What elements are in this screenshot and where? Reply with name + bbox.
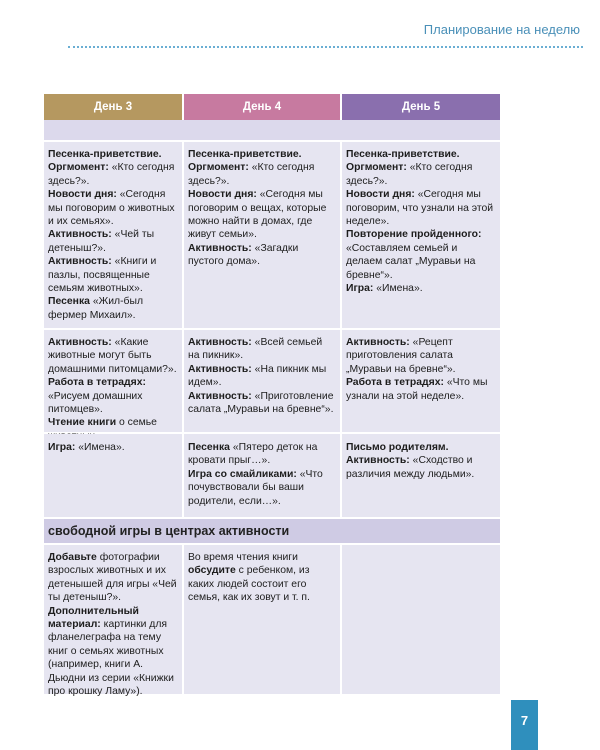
cell-text: «Рецепт приготовления салата „Муравьи на бревне“». [346,337,456,375]
day-5-header: День 5 [342,94,500,120]
cell-bold-label: Новости дня: [188,189,257,201]
cell-text: «Кто сегодня здесь?». [48,162,175,187]
column-divider [340,142,342,517]
cell-paragraph [188,148,336,161]
cell-paragraph [48,376,178,416]
cell-bold-label: Активность: [346,337,410,348]
day-4-morning-cell [184,148,340,269]
cell-bold-label: Песенка-приветствие. [346,149,460,160]
cell-text: «Чей ты детеныш?». [48,229,155,254]
evening-band [44,434,500,517]
cell-text: Во время чтения книги [188,552,298,563]
cell-bold-label: Повторение пройденного: [346,229,482,241]
cell-bold-label: Новости дня: [48,189,117,201]
cell-paragraph [48,605,178,699]
cell-bold-label: Игра со смайликами: [188,468,297,480]
cell-bold-label: Активность: [188,390,252,402]
cell-paragraph [188,390,336,417]
cell-text: «Приготовление салата „Муравьи на бревне“». [188,390,334,416]
weekly-plan-table [44,94,500,698]
cell-bold-label: Оргмомент: [346,162,407,174]
day-4-header: День 4 [184,94,340,120]
cell-bold-label: Новости дня: [346,189,415,201]
cell-text: фотографии взрослых животных и их детенышей для игры «Чей ты детеныш?». [48,552,177,604]
cell-paragraph [188,468,336,508]
cell-bold-label: Оргмомент: [48,162,109,174]
day-5-evening-cell [342,441,500,481]
cell-paragraph [48,255,178,295]
cell-bold-label: Песенка-приветствие. [48,149,162,160]
cell-text: «Сегодня мы поговорим, что узнали на этой неделе». [346,189,494,228]
cell-paragraph [48,336,178,376]
cell-paragraph [48,148,178,161]
cell-text: «Кто сегодня здесь?». [188,162,315,187]
cell-bold-label: Добавьте [48,552,97,563]
cell-paragraph [188,551,336,605]
day-3-header: День 3 [44,94,182,120]
cell-bold-label: Оргмомент: [188,162,249,174]
cell-text: «Сегодня мы поговорим о животных и их семьях». [48,189,175,228]
cell-text: «Жил-был фермер Михаил». [48,296,144,321]
cell-text: «Имена». [75,442,125,453]
cell-paragraph [346,282,496,295]
cell-paragraph [48,188,178,228]
cell-text: «Составляем семьей и делаем салат „Муравьи на бревне“». [346,242,476,281]
cell-paragraph [188,441,336,468]
cell-bold-label: Активность: [188,363,252,375]
cell-paragraph [188,242,336,269]
day-4-midday-cell [184,336,340,416]
cell-paragraph [346,454,496,481]
section-title: свободной игры в центрах активности [44,519,500,543]
cell-text: «Какие животные могут быть домашними питомцами?». [48,337,177,375]
column-divider [340,545,342,694]
day-4-free-play-cell [184,551,340,605]
cell-bold-label: Активность: [188,337,252,348]
free-play-band [44,545,500,698]
page-number: 7 [511,700,538,750]
midday-band [44,330,500,432]
column-divider [182,545,184,694]
cell-text: о семье [118,417,157,429]
cell-text: «Загадки пустого дома». [188,242,299,268]
cell-bold-label: Игра: [48,442,76,453]
cell-bold-label: Работа в тетрадях: [48,377,146,389]
cell-text: «Пятеро деток на кровати прыг…». [188,442,318,467]
day-5-midday-cell [342,336,500,403]
cell-text: «На пикник мы идем». [188,363,327,389]
page-header-title: Планирование на неделю [423,22,580,37]
cell-paragraph [346,228,496,282]
cell-text: «Всей семьей на пикник». [188,337,323,362]
cell-text: «Рисуем домашних питомцев». [48,390,143,416]
day-3-midday-cell [44,336,182,443]
cell-paragraph [48,295,178,322]
cell-bold-label: Активность: [48,229,112,241]
cell-paragraph [346,188,496,228]
cell-paragraph [188,336,336,363]
cell-bold-label: Дополнительный материал: [48,605,139,631]
cell-paragraph [346,148,496,161]
cell-bold-label: обсудите [188,565,236,577]
cell-paragraph [48,228,178,255]
cell-paragraph [48,161,178,188]
cell-paragraph [188,363,336,390]
cell-bold-label: Песенка [48,296,90,308]
day-3-evening-cell [44,441,182,454]
cell-bold-label: Работа в тетрадях: [346,377,444,389]
cell-paragraph [346,376,496,403]
cell-bold-label: Активность: [48,256,112,268]
cell-text: «Кто сегодня здесь?». [346,162,473,187]
cell-text: «Что почувствовали бы ваши родители, если…». [188,468,323,507]
cell-text: «Сходство и различия между людьми». [346,455,475,480]
day-5-morning-cell [342,148,500,295]
cell-text: с ребенком, из каких людей состоит его семья, как их зовут и т. п. [188,565,310,604]
cell-bold-label: Песенка-приветствие. [188,149,302,160]
day-3-free-play-cell [44,551,182,698]
cell-text: картинки для фланелеграфа на тему книг о семьях животных (например, книги А. Дьюдни из серии «Книжки про крошку Ламу»). [48,619,174,698]
day-4-evening-cell [184,441,340,508]
cell-paragraph [48,441,178,454]
cell-bold-label: Активность: [188,242,252,254]
cell-paragraph [346,441,496,454]
cell-paragraph [188,161,336,188]
cell-bold-label: Игра: [346,283,374,295]
day-3-morning-cell [44,148,182,322]
cell-paragraph [48,551,178,605]
cell-bold-label: Письмо родителям. [346,442,449,453]
cell-text: «Что мы узнали на этой неделе». [346,377,488,402]
cell-text: «Имена». [373,283,423,295]
column-divider [182,142,184,517]
cell-paragraph [346,336,496,376]
cell-paragraph [346,161,496,188]
header-subband [44,120,500,140]
morning-band [44,142,500,328]
cell-text: «Книги и пазлы, посвященные семьям животных». [48,256,157,295]
cell-bold-label: Активность: [48,337,112,348]
cell-text: «Сегодня мы поговорим о вещах, которые можно найти в домах, где живут семьи». [188,189,327,241]
cell-paragraph [188,188,336,242]
table-header-row [44,94,500,120]
cell-bold-label: Чтение книги [48,417,117,429]
cell-bold-label: Активность: [346,455,410,467]
header-dotted-rule [68,46,583,48]
cell-bold-label: Песенка [188,442,230,453]
